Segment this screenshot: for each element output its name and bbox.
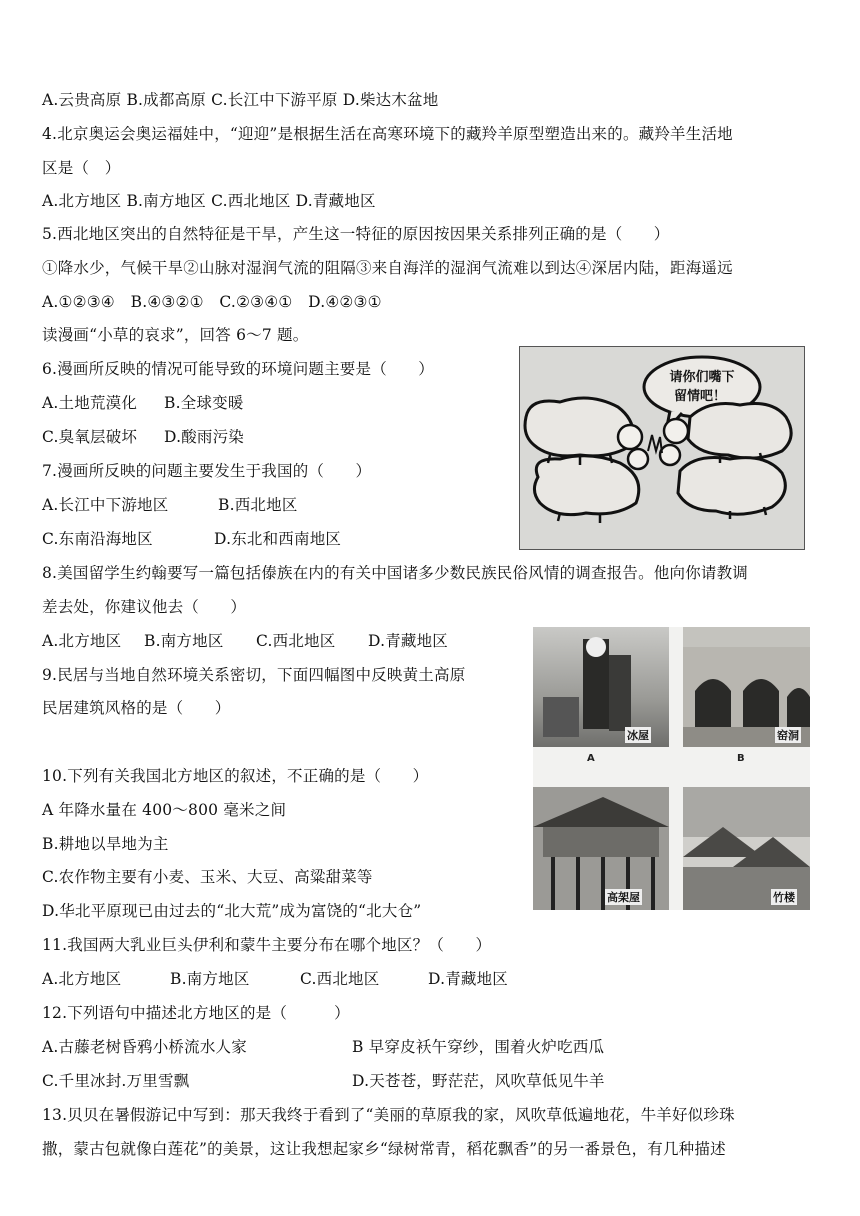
question-11-options [42,969,509,989]
option-b: B.全球变暖 [164,394,244,412]
question-12-options-row1 [42,1037,605,1057]
option-a: A.北方地区 [42,970,122,988]
question-13-text: 13.贝贝在暑假游记中写到：那天我终于看到了“美丽的草原我的家，风吹草低遍地花，牛羊好似珍珠 [42,1106,735,1124]
question-10-option-b: B.耕地以旱地为主 [42,835,169,853]
comic-bubble-line1: 请你们嘴下 [669,370,735,385]
option-b: B.西北地区 [218,496,298,514]
question-6-text: 6.漫画所反映的情况可能导致的环境问题主要是（ ） [42,360,434,378]
caption-stilt-house: 高架屋 [607,891,640,904]
option-b: B.南方地区 [170,970,250,988]
option-d: D.青藏地区 [428,970,509,988]
label-a: A [587,753,595,764]
question-10-option-a: A 年降水量在 400～800 毫米之间 [42,801,287,819]
option-a: A.北方地区 [42,632,122,650]
question-6-options-row1 [42,393,244,413]
question-5-options: A.①②③④ B.④③②① C.②③④① D.④②③① [42,293,382,311]
photo-ice-house [533,627,669,747]
option-a: A.古藤老树昏鸦小桥流水人家 [42,1038,247,1056]
option-d: D.东北和西南地区 [214,530,342,548]
question-5-items: ①降水少，气候干旱②山脉对湿润气流的阻隔③来自海洋的湿润气流难以到达④深居内陆，距海遥远 [42,259,733,277]
question-8-options [42,631,449,651]
dwelling-photos-image [533,627,810,910]
question-4-options: A.北方地区 B.南方地区 C.西北地区 D.青藏地区 [42,192,376,210]
question-12-options-row2 [42,1071,605,1091]
question-6-options-row2 [42,427,245,447]
comic-bubble-line2: 留情吧！ [673,389,727,404]
option-d: D.酸雨污染 [164,428,245,446]
question-7-options-row1 [42,495,298,515]
question-9-text-cont: 民居建筑风格的是（ ） [42,699,231,717]
question-4-text: 4.北京奥运会奥运福娃中，“迎迎”是根据生活在高寒环境下的藏羚羊原型塑造出来的。藏羚羊生活地 [42,125,733,143]
question-10-option-d: D.华北平原现已由过去的“北大荒”成为富饶的“北大仓” [42,902,422,920]
question-10-option-c: C.农作物主要有小麦、玉米、大豆、高粱甜菜等 [42,868,373,886]
question-13-text-cont: 撒，蒙古包就像白莲花”的美景，这让我想起家乡“绿树常青，稻花飘香”的另一番景色，有几种描述 [42,1140,726,1158]
option-b: B 早穿皮袄午穿纱，围着火炉吃西瓜 [352,1038,605,1056]
option-c: C.千里冰封.万里雪飘 [42,1072,190,1090]
question-11-text: 11.我国两大乳业巨头伊利和蒙牛主要分布在哪个地区？（ ） [42,936,492,954]
photo-stilt-house [533,787,669,910]
question-7-text: 7.漫画所反映的问题主要发生于我国的（ ） [42,462,372,480]
question-10-text: 10.下列有关我国北方地区的叙述，不正确的是（ ） [42,767,429,785]
label-b: B [737,753,745,764]
comic-grass-plea-image [519,346,805,550]
question-5-text: 5.西北地区突出的自然特征是干旱，产生这一特征的原因按因果关系排列正确的是（ ） [42,225,670,243]
question-9-text: 9.民居与当地自然环境关系密切，下面四幅图中反映黄土高原 [42,666,466,684]
question-7-options-row2 [42,529,342,549]
option-c: C.臭氧层破坏 [42,428,138,446]
option-b: B.南方地区 [144,632,224,650]
option-c: C.东南沿海地区 [42,530,153,548]
option-d: D.青藏地区 [368,632,449,650]
answer-options-q3: A.云贵高原 B.成都高原 C.长江中下游平原 D.柴达木盆地 [42,91,439,109]
option-d: D.天苍苍，野茫茫，风吹草低见牛羊 [352,1072,605,1090]
option-a: A.土地荒漠化 [42,394,138,412]
option-a: A.长江中下游地区 [42,496,169,514]
option-c: C.西北地区 [300,970,380,988]
comic-intro: 读漫画“小草的哀求”，回答 6～7 题。 [42,326,309,344]
question-8-text: 8.美国留学生约翰要写一篇包括傣族在内的有关中国诸多少数民族民俗风情的调查报告。他向你请教调 [42,564,748,582]
caption-ice-house: 冰屋 [627,729,649,742]
caption-bamboo-house: 竹楼 [773,891,795,904]
photo-bamboo-house [683,787,810,910]
caption-cave-dwelling: 窑洞 [777,729,799,742]
question-12-text: 12.下列语句中描述北方地区的是（ ） [42,1004,350,1022]
question-8-text-cont: 差去处，你建议他去（ ） [42,598,247,616]
option-c: C.西北地区 [256,632,336,650]
question-4-text-cont: 区是（ ） [42,159,121,177]
photo-cave-dwelling [683,627,810,747]
